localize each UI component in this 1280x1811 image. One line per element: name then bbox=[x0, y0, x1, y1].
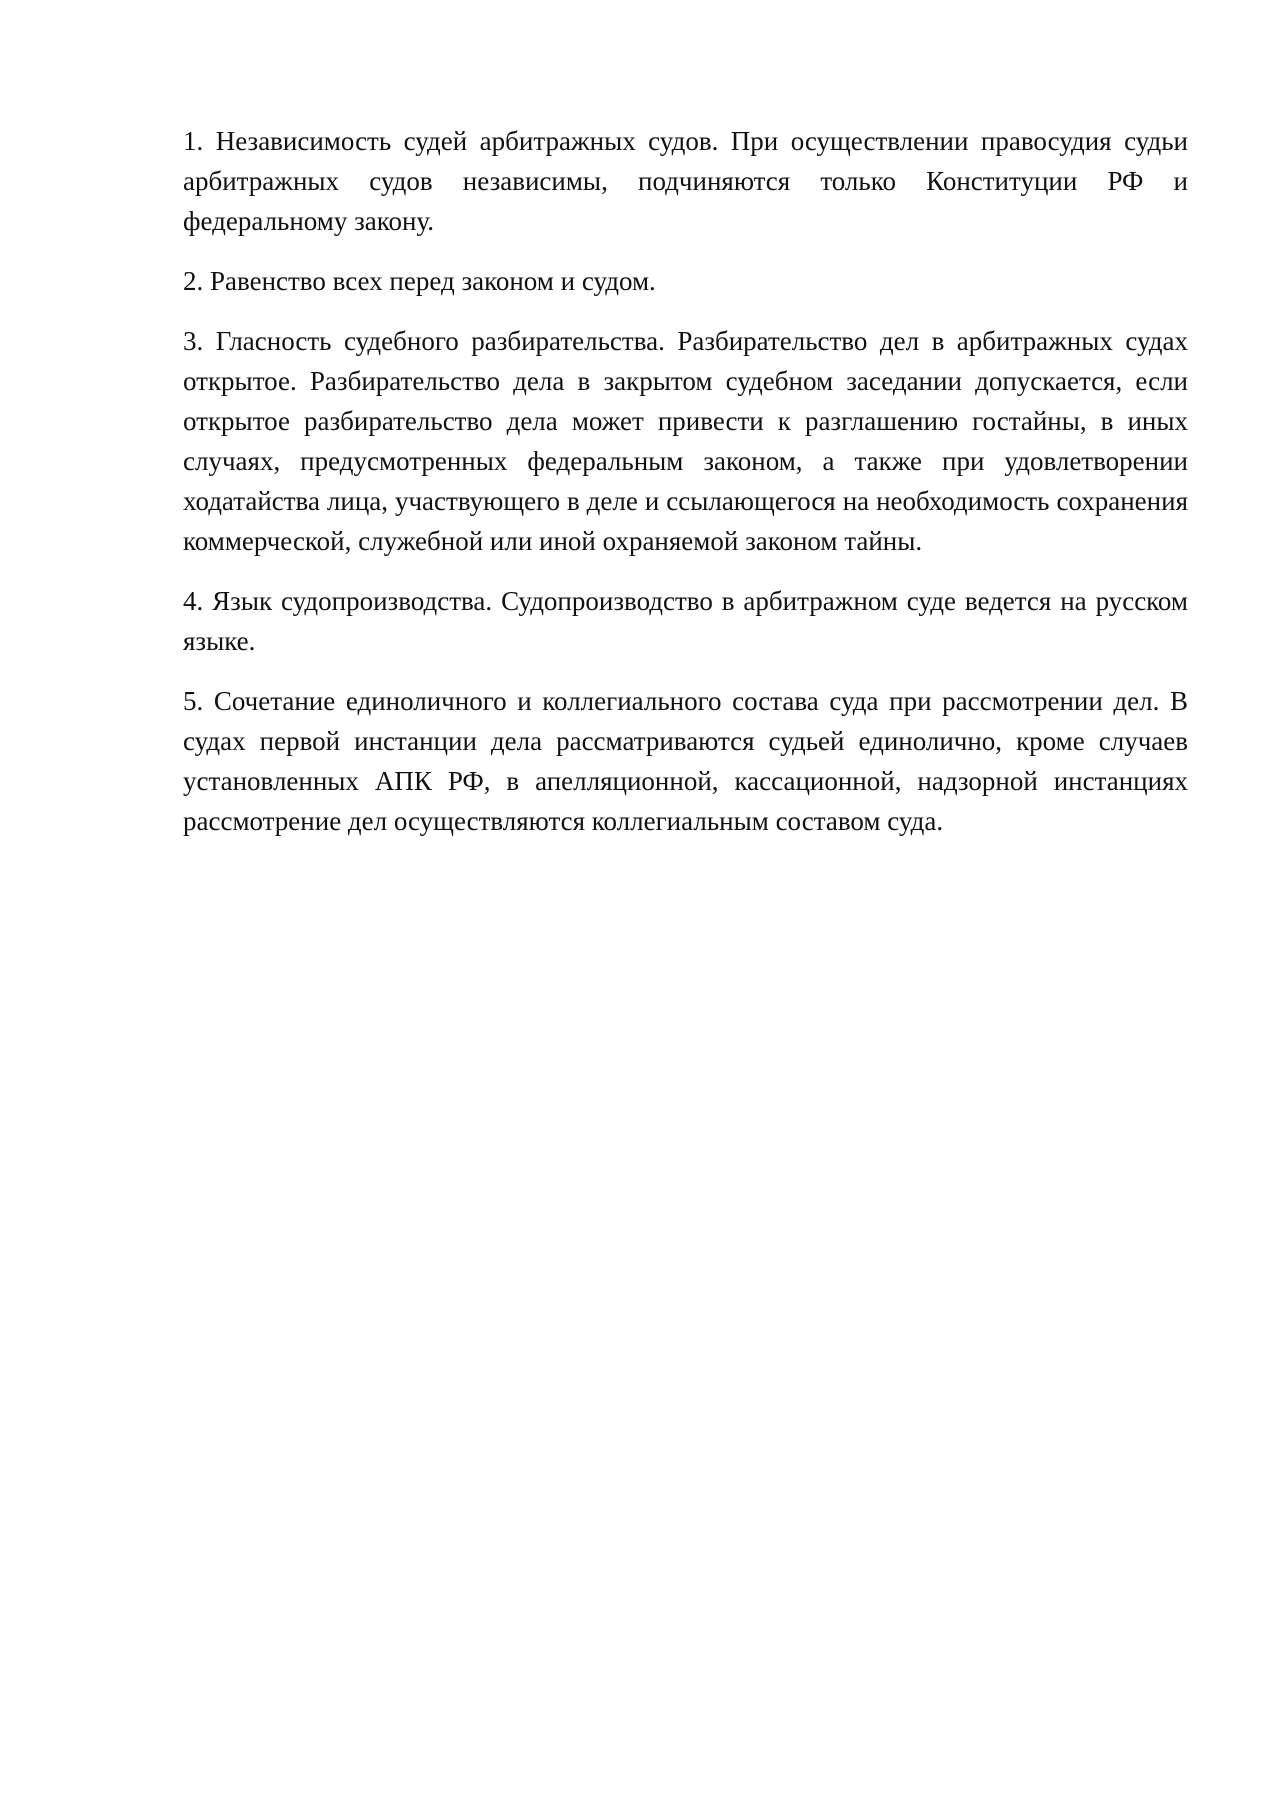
paragraph-2: 2. Равенство всех перед законом и судом. bbox=[183, 266, 656, 296]
paragraph-1: 1. Независимость судей арбитражных судов. При осуществлении правосудия судьи арбитражных судов независимы, подчиняются только Конституции РФ и федеральному закону. bbox=[183, 126, 1188, 236]
paragraph-5: 5. Сочетание единоличного и коллегиального состава суда при рассмотрении дел. В судах первой инстанции дела рассматриваются судьей единолично, кроме случаев установленных АПК РФ, в апелляционной, кассационной, надзорной инстанциях рассмотрение дел осуществляются коллегиальным составом суда. bbox=[183, 686, 1188, 836]
paragraph-3: 3. Гласность судебного разбирательства. Разбирательство дел в арбитражных судах открытое. Разбирательство дела в закрытом судебном заседании допускается, если открытое разбирательство дела может привести к разглашению гостайны, в иных случаях, предусмотренных федеральным законом, а также при удовлетворении ходатайства лица, участвующего в деле и ссылающегося на необходимость сохранения коммерческой, служебной или иной охраняемой законом тайны. bbox=[183, 326, 1188, 556]
paragraph-4: 4. Язык судопроизводства. Судопроизводство в арбитражном суде ведется на русском языке. bbox=[183, 586, 1188, 656]
document-body bbox=[183, 121, 1188, 861]
